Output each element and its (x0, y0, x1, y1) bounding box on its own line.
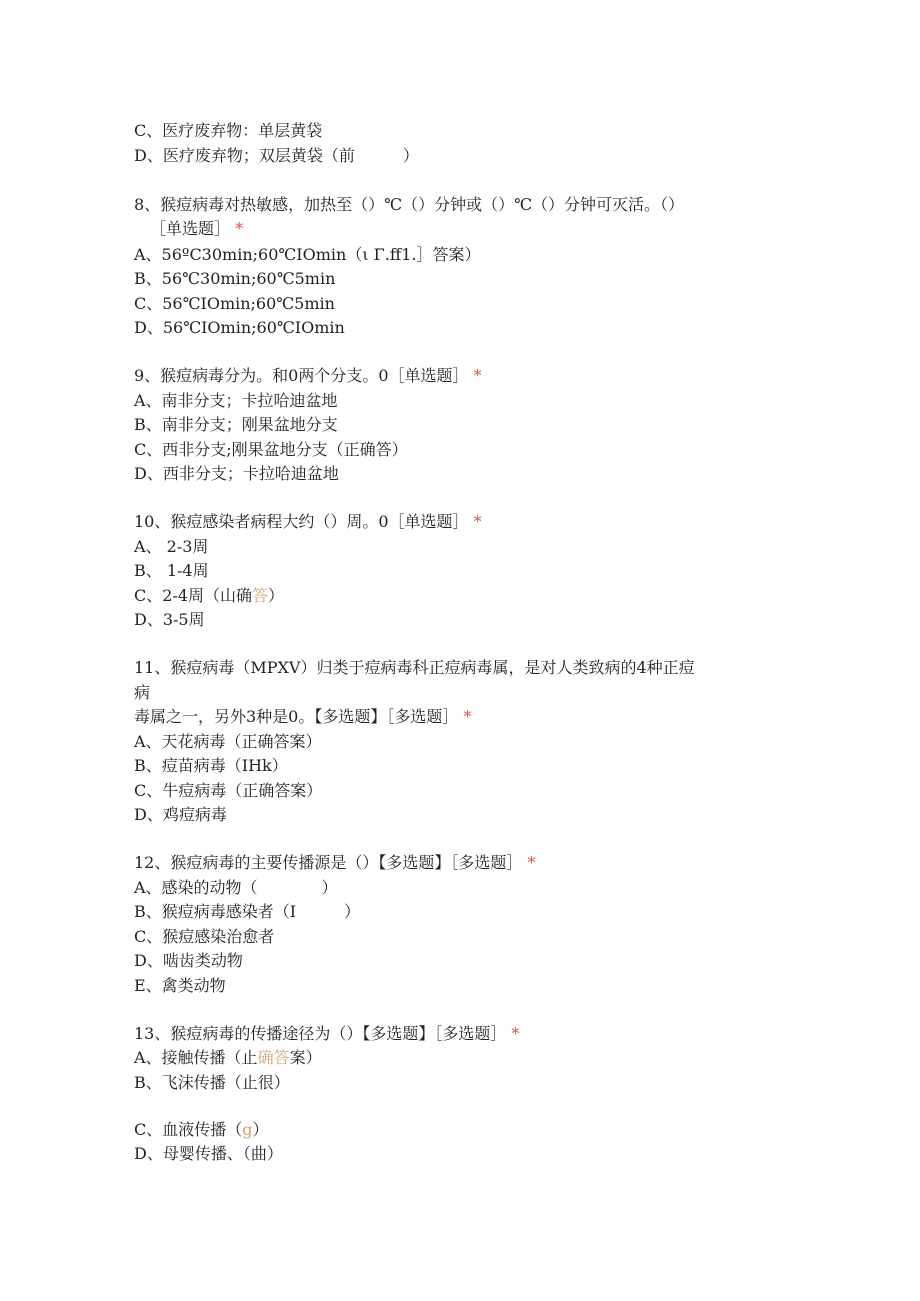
option-c (134, 1120, 269, 1140)
question-13-stem (134, 1024, 519, 1044)
option-b: B、猴痘病毒感染者（I ） (134, 902, 361, 921)
option-d: D、医疗废弃物；双层黄袋（前 ） (134, 146, 419, 165)
question-11-stem-line-3 (134, 707, 471, 727)
option-c (134, 586, 284, 606)
question-type-tag: ［单选题］ (150, 219, 231, 238)
option-c: C、猴痘感染治愈者 (134, 927, 275, 946)
question-8-stem: 8、猴痘病毒对热敏感，加热至（）℃（）分钟或（）℃（）分钟可灭活。（） (134, 195, 684, 214)
question-12-stem (134, 853, 535, 873)
option-a: A、天花病毒（正确答案） (134, 732, 322, 751)
option-a: A、 2-3周 (134, 537, 209, 556)
option-d: D、西非分支；卡拉哈迪盆地 (134, 464, 339, 483)
option-b: B、 1-4周 (134, 561, 209, 580)
option-c: C、牛痘病毒（正确答案） (134, 781, 323, 800)
question-text: 9、猴痘病毒分为。和0两个分支。0［单选题］ (134, 366, 469, 385)
option-text-end: ） (252, 1120, 269, 1139)
option-e: E、禽类动物 (134, 976, 226, 995)
option-d: D、啮齿类动物 (134, 951, 243, 970)
question-9-stem (134, 366, 482, 386)
faded-text: 确答 (257, 1048, 290, 1067)
option-c: C、西非分支;刚果盆地分支（正确答） (134, 440, 408, 459)
faded-text: g (242, 1120, 253, 1139)
option-text: C、2-4周（山确 (134, 586, 253, 605)
option-text-end: ） (268, 586, 285, 605)
option-b: B、南非分支；刚果盆地分支 (134, 415, 338, 434)
option-a: A、南非分支；卡拉哈迪盆地 (134, 391, 338, 410)
question-text: 10、猴痘感染者病程大约（）周。0［单选题］ (134, 512, 469, 531)
required-star: * (473, 366, 482, 385)
option-b: B、56℃30min;60℃5min (134, 269, 336, 288)
option-a: A、感染的动物（ ） (134, 878, 338, 897)
option-b: B、痘苗病毒（IHk） (134, 756, 288, 775)
question-text: 12、猴痘病毒的主要传播源是（）【多选题】［多选题］ (134, 853, 523, 872)
question-text: 13、猴痘病毒的传播途径为（）【多选题】［多选题］ (134, 1024, 507, 1043)
required-star: * (527, 853, 536, 872)
option-text: A、接触传播（止 (134, 1048, 258, 1067)
option-text-end: 案） (289, 1048, 322, 1067)
required-star: * (235, 219, 244, 238)
option-d: D、鸡痘病毒 (134, 805, 227, 824)
required-star: * (511, 1024, 520, 1043)
option-d: D、3-5周 (134, 610, 205, 629)
question-11-stem-line-2: 病 (134, 683, 151, 702)
option-d: D、56℃IOmin;60℃IOmin (134, 318, 345, 337)
faded-text: 答 (252, 586, 269, 605)
required-star: * (463, 707, 472, 726)
question-text: 毒属之一，另外3种是0。【多选题】［多选题］ (134, 707, 459, 726)
option-b: B、飞沫传播（止很） (134, 1073, 290, 1092)
option-c: C、医疗废弃物：单层黄袋 (134, 121, 323, 140)
question-10-stem (134, 512, 482, 532)
question-11-stem-line-1: 11、猴痘病毒（MPXV）归类于痘病毒科正痘病毒属，是对人类致病的4种正痘 (134, 658, 695, 677)
option-a: A、56ºC30min;60℃IOmin（ι Γ.ff1.］答案） (134, 245, 481, 264)
option-text: C、血液传播（ (134, 1120, 243, 1139)
option-c: C、56℃IOmin;60℃5min (134, 294, 335, 313)
required-star: * (473, 512, 482, 531)
option-d: D、母婴传播、（曲） (134, 1144, 283, 1163)
question-8-type (150, 219, 243, 239)
option-a (134, 1048, 322, 1068)
